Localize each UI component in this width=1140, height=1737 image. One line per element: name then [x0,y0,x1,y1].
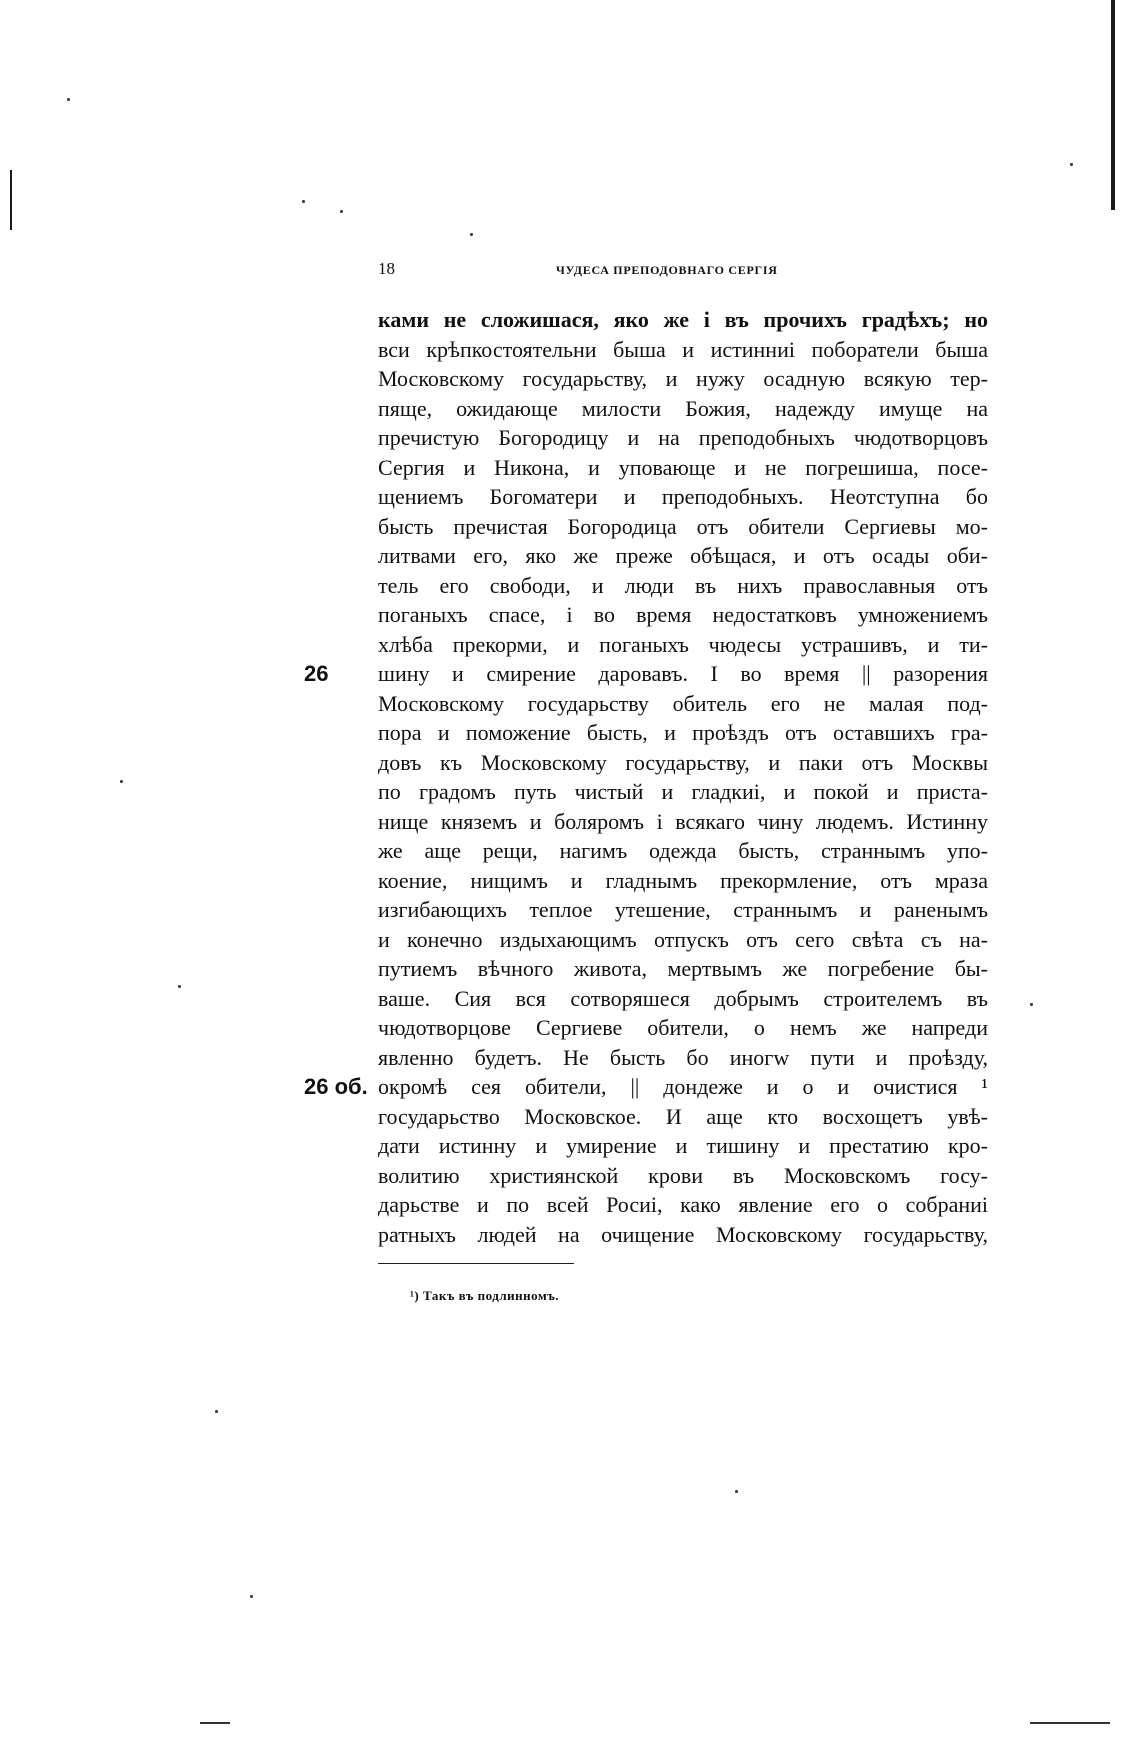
scan-speck [215,1410,218,1413]
text-line: ратныхъ людей на очищение Московскому государьству, [378,1221,988,1247]
text-line: довъ къ Московскому государьству, и паки отъ Москвы [378,749,988,775]
scan-edge-rule [1111,0,1115,210]
text-line: шину и смирение даровавъ. І во время || разорения [378,661,988,686]
scan-speck [340,210,343,213]
scan-speck [250,1595,253,1598]
text-line: Сергия и Никона, и уповающе и не погрешиша, посе- [378,454,988,480]
scan-bottom-dash [200,1722,230,1724]
text-line: путиемъ вѣчного живота, мертвымъ же погребение бы- [378,956,988,981]
text-line: пяще, ожидающе милости Божия, надежду имуще на [378,395,988,421]
running-head: ЧУДЕСА ПРЕПОДОВНАГО СЕРГІЯ [556,263,778,277]
text-line: поганыхъ спасе, і во время недостатковъ умножениемъ [378,602,988,627]
text-line: коение, нищимъ и гладнымъ прекормление, отъ мраза [378,867,988,893]
text-line: волитию християнской крови въ Московскомъ госу- [378,1162,988,1188]
text-line: хлѣба прекорми, и поганыхъ чюдесы устрашивъ, и ти- [378,631,988,657]
margin-folio-ref: 26 об. [304,1074,368,1099]
scan-speck [470,233,473,236]
text-line: ваше. Сия вся сотворяшеся добрымъ строителемъ въ [378,985,988,1011]
footnote: ¹) Такъ въ подлинномъ. [410,1288,560,1303]
text-line: тель его свободи, и люди въ нихъ православныя отъ [378,572,988,598]
text-line: дати истинну и умирение и тишину и престатию кро- [378,1133,988,1158]
scan-speck [735,1490,738,1493]
text-line: и конечно издыхающимъ отпускъ отъ сего свѣта съ на- [378,926,988,952]
text-line: щениемъ Богоматери и преподобныхъ. Неотступна бо [378,484,988,509]
scan-speck [178,985,181,988]
text-line: дарьстве и по всей Росиі, како явление его о собраниі [378,1192,988,1217]
text-line: государьство Московское. И аще кто восхощетъ увѣ- [378,1103,988,1129]
text-line: ками не сложишася, яко же і въ прочихъ градѣхъ; но [378,307,988,332]
scan-speck [302,200,305,203]
scan-speck [1030,1003,1033,1006]
text-line: вси крѣпкостоятельни быша и истинниі поборатели быша [378,336,988,362]
text-line: изгибающихъ теплое утешение, страннымъ и раненымъ [378,897,988,922]
text-line: чюдотворцове Сергиеве обители, о немъ же напреди [378,1015,988,1040]
text-line: Московскому государьству, и нужу осадную всякую тер- [378,366,988,391]
text-line: литвами его, яко же преже обѣщася, и отъ осады оби- [378,543,988,568]
text-line: же аще рещи, нагимъ одежда бысть, страннымъ упо- [378,838,988,863]
text-line: по градомъ путь чистый и гладкиі, и покой и приста- [378,779,988,804]
text-line: Московскому государьству обитель его не малая под- [378,690,988,716]
footnote-rule [378,1263,574,1264]
text-line: окромѣ сея обители, || дондеже и о и очистися ¹ [378,1074,988,1099]
margin-folio-ref: 26 [304,661,329,686]
scan-speck [120,780,123,783]
body-text [378,305,988,1249]
text-line: пречистую Богородицу и на преподобныхъ чюдотворцовъ [378,425,988,450]
scan-edge-mark [10,170,12,230]
text-line: бысть пречистая Богородица отъ обители Сергиевы мо- [378,513,988,539]
page-number: 18 [378,259,395,278]
scan-bottom-dash [1030,1722,1110,1724]
scan-speck [1070,163,1073,166]
scan-speck [67,98,70,101]
text-line: пора и поможение бысть, и проѣздъ отъ оставшихъ гра- [378,720,988,745]
text-line: нище княземъ и боляромъ і всякаго чину людемъ. Истинну [378,808,988,834]
text-line: явленно будетъ. Не бысть бо иногw пути и проѣзду, [378,1044,988,1070]
